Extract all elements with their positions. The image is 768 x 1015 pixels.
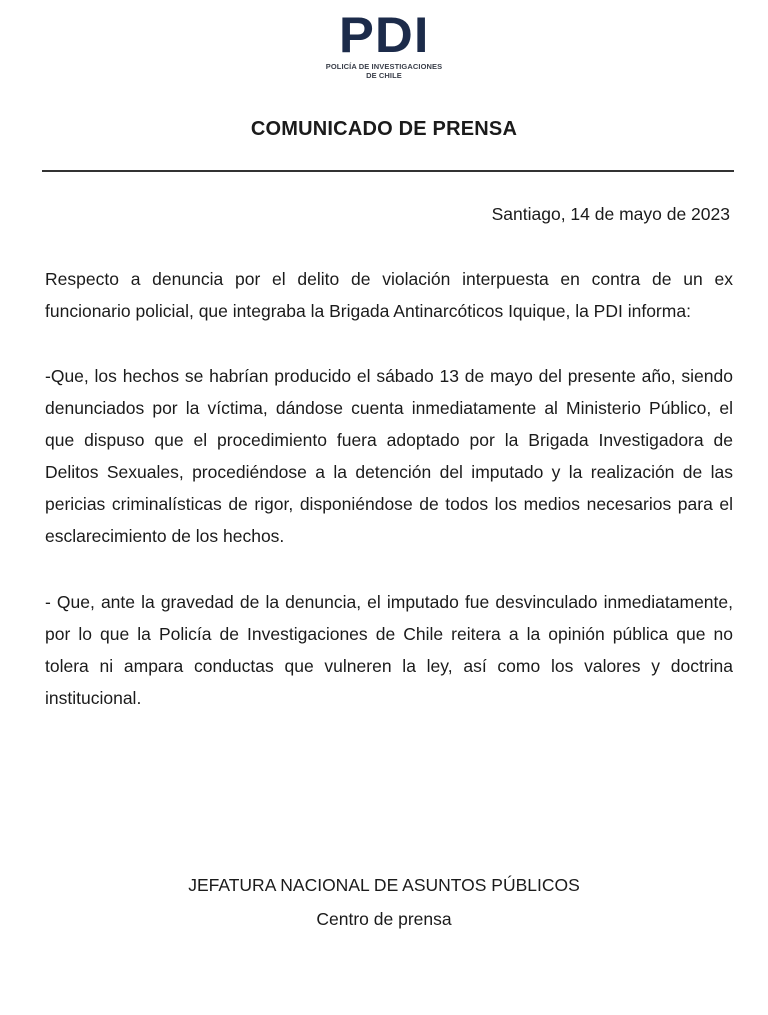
footer-office: Centro de prensa bbox=[316, 909, 452, 929]
footer-department: JEFATURA NACIONAL DE ASUNTOS PÚBLICOS bbox=[188, 875, 580, 895]
paragraph-dismissal: - Que, ante la gravedad de la denuncia, el imputado fue desvinculado inmediatamente, por lo que la Policía de Investigaciones de Chile reitera a la opinión pública que no tolera ni ampara conductas que vulneren la ley, así como los valores y doctrina institucional. bbox=[45, 592, 733, 708]
pdi-logo bbox=[0, 8, 768, 80]
paragraph-intro: Respecto a denuncia por el delito de violación interpuesta en contra de un ex funcionario policial, que integraba la Brigada Antinarcóticos Iquique, la PDI informa: bbox=[45, 269, 733, 321]
paragraph-facts: -Que, los hechos se habrían producido el sábado 13 de mayo del presente año, siendo denunciados por la víctima, dándose cuenta inmediatamente al Ministerio Público, el que dispuso que el procedimiento fuera adoptado por la Brigada Investigadora de Delitos Sexuales, procediéndose a la detención del imputado y la realización de las pericias criminalísticas de rigor, disponiéndose de todos los medios necesarios para el esclarecimiento de los hechos. bbox=[45, 366, 733, 546]
logo-subtitle-line1: POLICÍA DE INVESTIGACIONES bbox=[325, 62, 443, 71]
logo-subtitle-line2: DE CHILE bbox=[366, 71, 402, 80]
header-divider bbox=[42, 170, 734, 172]
logo-mark: PDI bbox=[338, 7, 430, 63]
document-date: Santiago, 14 de mayo de 2023 bbox=[491, 204, 730, 224]
document-title: COMUNICADO DE PRENSA bbox=[250, 118, 518, 140]
